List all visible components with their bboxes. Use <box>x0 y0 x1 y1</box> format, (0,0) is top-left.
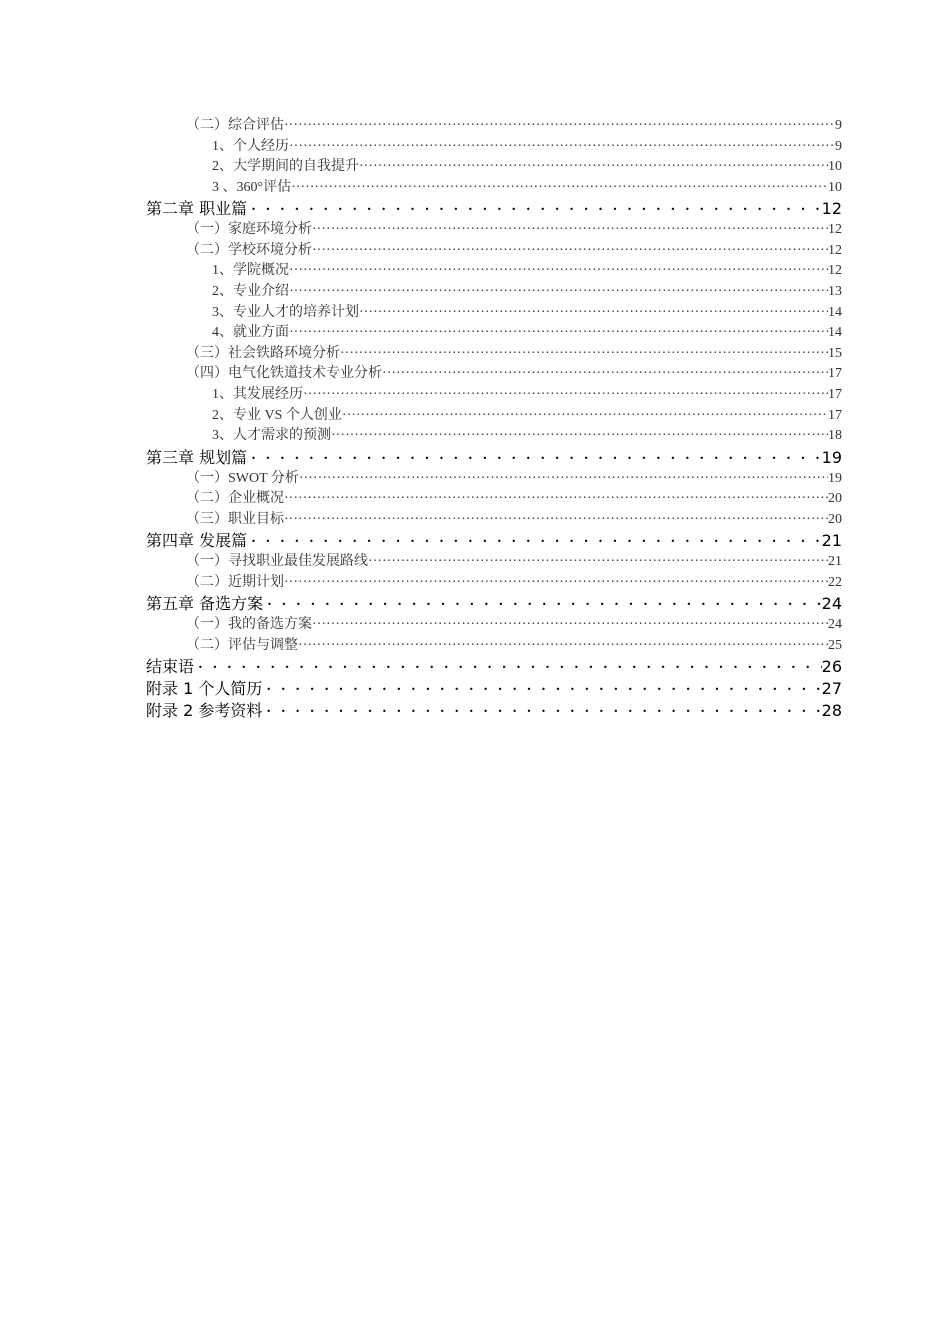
toc-entry-title: 2、大学期间的自我提升 <box>212 159 359 175</box>
toc-dot-leader <box>340 344 828 365</box>
toc-dot-leader <box>382 364 828 385</box>
toc-page-number: 17 <box>828 366 842 382</box>
toc-entry-title: （四）电气化铁道技术专业分析 <box>186 366 382 382</box>
toc-subsection-entry[interactable] <box>146 385 842 406</box>
toc-entry-title: 第二章 职业篇 <box>146 199 248 219</box>
toc-page-number: 21 <box>821 531 842 551</box>
toc-page-number: 17 <box>828 386 842 402</box>
toc-entry-title: 第三章 规划篇 <box>146 447 248 467</box>
toc-entry-title: 附录 1 个人简历 <box>146 679 263 699</box>
toc-entry-title: （一）SWOT 分析 <box>186 470 299 486</box>
toc-entry-title: （二）学校环境分析 <box>186 242 312 258</box>
toc-chapter-entry[interactable] <box>146 678 842 700</box>
table-of-contents <box>146 116 842 722</box>
toc-dot-leader <box>368 552 828 573</box>
toc-dot-leader <box>284 489 828 510</box>
toc-subsection-entry[interactable] <box>146 426 842 447</box>
toc-dot-leader <box>284 573 828 594</box>
toc-page-number: 14 <box>828 304 842 320</box>
toc-subsection-entry[interactable] <box>146 282 842 303</box>
toc-section-entry[interactable] <box>146 469 842 490</box>
toc-entry-title: 1、学院概况 <box>212 263 289 279</box>
toc-section-entry[interactable] <box>146 489 842 510</box>
toc-section-entry[interactable] <box>146 241 842 262</box>
toc-entry-title: （三）职业目标 <box>186 511 284 527</box>
toc-entry-title: （二）企业概况 <box>186 491 284 507</box>
toc-dot-leader <box>359 157 828 178</box>
toc-page-number: 18 <box>828 428 842 444</box>
toc-section-entry[interactable] <box>146 573 842 594</box>
toc-page-number: 24 <box>828 617 842 633</box>
toc-dot-leader <box>262 700 821 722</box>
toc-section-entry[interactable] <box>146 364 842 385</box>
toc-dot-leader <box>247 447 822 469</box>
toc-page-number: 12 <box>828 222 842 238</box>
toc-page-number: 21 <box>828 554 842 570</box>
toc-dot-leader <box>298 636 828 657</box>
toc-entry-title: 3、人才需求的预测 <box>212 428 331 444</box>
toc-dot-leader <box>331 426 828 447</box>
toc-chapter-entry[interactable] <box>146 530 842 552</box>
toc-dot-leader <box>299 469 828 490</box>
toc-page-number: 19 <box>821 447 842 467</box>
toc-dot-leader <box>247 198 822 220</box>
toc-entry-title: 1、个人经历 <box>212 138 289 154</box>
toc-entry-title: （三）社会铁路环境分析 <box>186 345 340 361</box>
toc-subsection-entry[interactable] <box>146 157 842 178</box>
toc-entry-title: 3 、360°评估 <box>212 179 292 195</box>
toc-chapter-entry[interactable] <box>146 593 842 615</box>
toc-subsection-entry[interactable] <box>146 323 842 344</box>
toc-entry-title: （二）综合评估 <box>186 118 284 133</box>
toc-subsection-entry[interactable] <box>146 137 842 158</box>
toc-page-number: 9 <box>835 118 842 133</box>
toc-entry-title: 附录 2 参考资料 <box>146 700 263 720</box>
toc-entry-title: 第四章 发展篇 <box>146 531 248 551</box>
toc-dot-leader <box>263 593 822 615</box>
toc-page-number: 12 <box>828 263 842 279</box>
toc-dot-leader <box>194 656 822 678</box>
toc-dot-leader <box>291 178 828 199</box>
toc-entry-title: 3、专业人才的培养计划 <box>212 304 359 320</box>
toc-page-number: 14 <box>828 325 842 341</box>
toc-section-entry[interactable] <box>146 510 842 531</box>
toc-dot-leader <box>342 406 828 427</box>
toc-page-number: 26 <box>821 657 842 677</box>
toc-page-number: 9 <box>835 138 842 154</box>
toc-chapter-entry[interactable] <box>146 447 842 469</box>
toc-page-number: 10 <box>828 179 842 195</box>
toc-page-number: 10 <box>828 159 842 175</box>
toc-page-number: 12 <box>828 242 842 258</box>
toc-chapter-entry[interactable] <box>146 700 842 722</box>
toc-entry-title: 第五章 备选方案 <box>146 594 264 614</box>
toc-dot-leader <box>312 241 828 262</box>
toc-dot-leader <box>284 116 835 137</box>
toc-subsection-entry[interactable] <box>146 406 842 427</box>
toc-dot-leader <box>289 323 828 344</box>
toc-chapter-entry[interactable] <box>146 656 842 678</box>
toc-entry-title: 4、就业方面 <box>212 325 289 341</box>
toc-page-number: 17 <box>828 407 842 423</box>
toc-entry-title: 2、专业 VS 个人创业 <box>212 407 342 423</box>
toc-dot-leader <box>262 678 821 700</box>
toc-page-number: 13 <box>828 283 842 299</box>
toc-dot-leader <box>312 220 828 241</box>
toc-section-entry[interactable] <box>146 552 842 573</box>
toc-entry-title: 2、专业介绍 <box>212 283 289 299</box>
toc-entry-title: （二）评估与调整 <box>186 637 298 653</box>
toc-section-entry[interactable] <box>146 636 842 657</box>
toc-subsection-entry[interactable] <box>146 303 842 324</box>
toc-page-number: 25 <box>828 637 842 653</box>
toc-dot-leader <box>247 530 822 552</box>
toc-page-number: 19 <box>828 470 842 486</box>
toc-dot-leader <box>289 137 835 158</box>
toc-entry-title: （一）寻找职业最佳发展路线 <box>186 554 368 570</box>
toc-subsection-entry[interactable] <box>146 261 842 282</box>
toc-entry-title: （二）近期计划 <box>186 574 284 590</box>
toc-dot-leader <box>303 385 828 406</box>
toc-dot-leader <box>312 615 828 636</box>
toc-entry-title: （一）家庭环境分析 <box>186 222 312 238</box>
toc-page-number: 28 <box>821 700 842 720</box>
toc-chapter-entry[interactable] <box>146 198 842 220</box>
toc-page-number: 20 <box>828 491 842 507</box>
toc-page-number: 22 <box>828 574 842 590</box>
toc-entry-title: 1、其发展经历 <box>212 386 303 402</box>
toc-dot-leader <box>289 282 828 303</box>
toc-dot-leader <box>289 261 828 282</box>
toc-section-entry[interactable] <box>146 116 842 137</box>
toc-section-entry[interactable] <box>146 344 842 365</box>
toc-section-entry[interactable] <box>146 220 842 241</box>
toc-page-number: 27 <box>821 679 842 699</box>
toc-page-number: 15 <box>828 345 842 361</box>
toc-entry-title: （一）我的备选方案 <box>186 617 312 633</box>
toc-dot-leader <box>359 303 828 324</box>
toc-section-entry[interactable] <box>146 615 842 636</box>
toc-entry-title: 结束语 <box>146 657 195 677</box>
toc-page-number: 20 <box>828 511 842 527</box>
toc-page-number: 24 <box>821 594 842 614</box>
toc-dot-leader <box>284 510 828 531</box>
toc-page-number: 12 <box>821 199 842 219</box>
toc-subsection-entry[interactable] <box>146 178 842 199</box>
